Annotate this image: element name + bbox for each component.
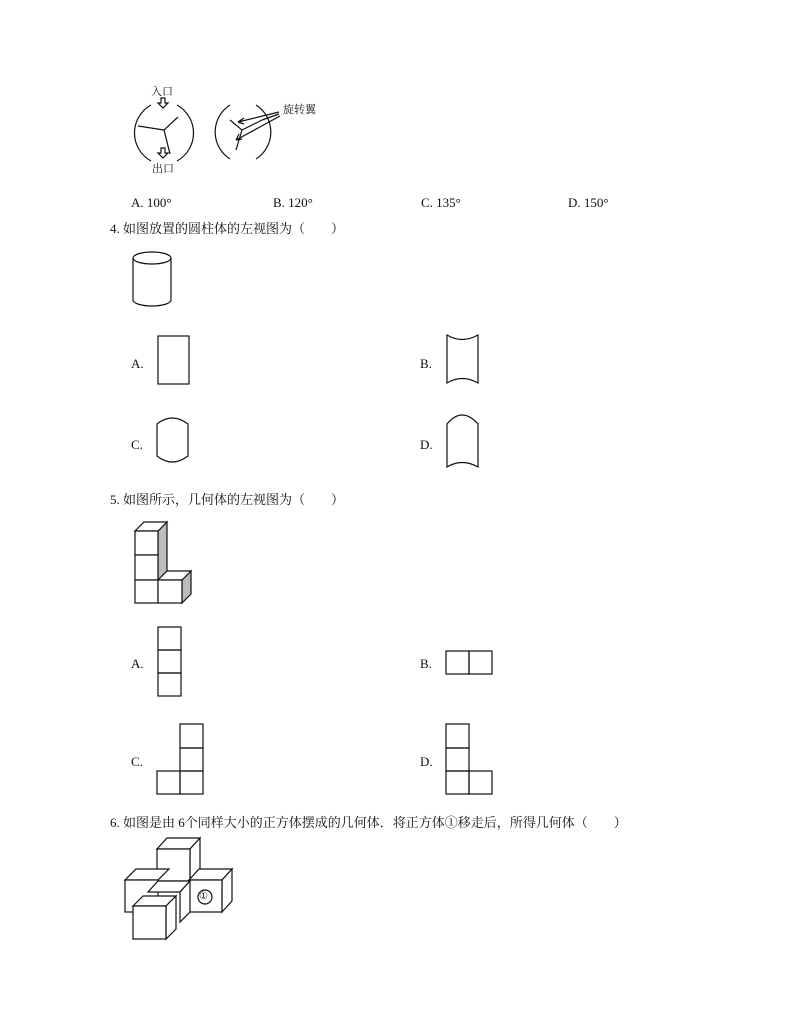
q4-option-a[interactable]: A. xyxy=(131,356,144,371)
q5-option-b[interactable]: B. xyxy=(420,656,432,671)
cube-one-label: ① xyxy=(199,891,208,902)
q5-question: 5. 如图所示，几何体的左视图为（ ） xyxy=(110,492,345,507)
front-cube xyxy=(133,896,176,939)
q3-option-a[interactable]: A. 100° xyxy=(131,195,172,210)
rotating-wing-label: 旋转翼 xyxy=(283,104,316,116)
entrance-label: 入口 xyxy=(151,86,173,98)
q5-option-a[interactable]: A. xyxy=(131,656,144,671)
q5-option-c[interactable]: C. xyxy=(131,754,143,769)
q3-option-d[interactable]: D. 150° xyxy=(568,195,609,210)
q4-option-c[interactable]: C. xyxy=(131,437,143,452)
q4-option-d[interactable]: D. xyxy=(420,437,433,452)
q3-option-c[interactable]: C. 135° xyxy=(421,195,461,210)
q5-option-d[interactable]: D. xyxy=(420,754,433,769)
q6-question: 6. 如图是由 6个同样大小的正方体摆成的几何体．将正方体①移走后，所得几何体（ ） xyxy=(110,815,627,830)
exit-label: 出口 xyxy=(152,163,174,175)
q4-option-b[interactable]: B. xyxy=(420,356,432,371)
q3-option-b[interactable]: B. 120° xyxy=(273,195,313,210)
q4-question: 4. 如图放置的圆柱体的左视图为（ ） xyxy=(110,221,345,236)
cube-one xyxy=(189,869,232,912)
